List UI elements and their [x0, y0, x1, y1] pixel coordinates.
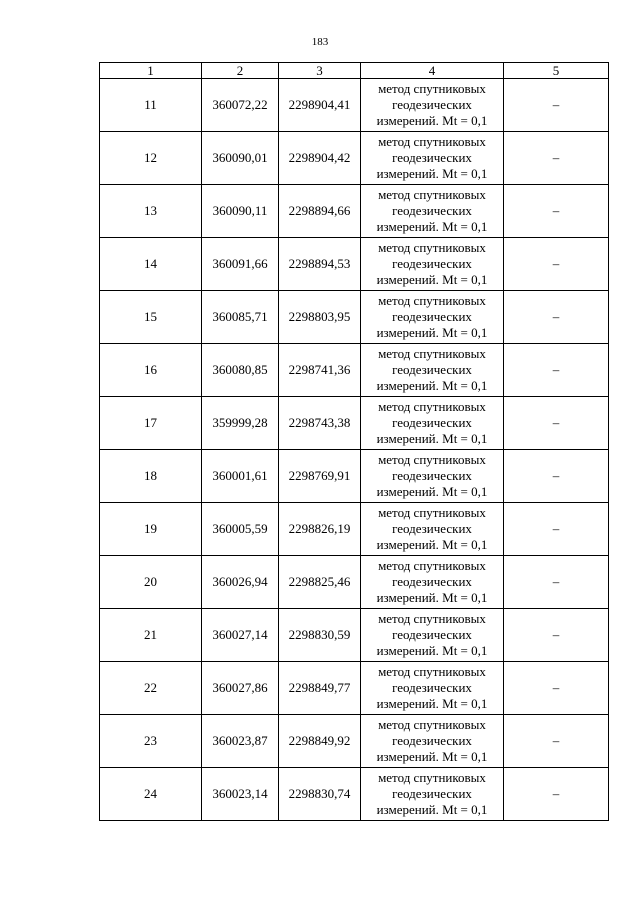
- method-line: геодезических: [392, 203, 472, 218]
- method-line: измерений. Mt = 0,1: [376, 272, 488, 287]
- note-cell: –: [504, 397, 609, 450]
- method-line: геодезических: [392, 97, 472, 112]
- method-line: геодезических: [392, 256, 472, 271]
- column-header: 2: [202, 63, 279, 79]
- y-coordinate-cell: 2298803,95: [279, 291, 361, 344]
- point-number-cell: 24: [100, 768, 202, 821]
- method-line: геодезических: [392, 786, 472, 801]
- method-cell: [361, 79, 504, 132]
- point-number-cell: 18: [100, 450, 202, 503]
- y-coordinate-cell: 2298826,19: [279, 503, 361, 556]
- y-coordinate-cell: 2298894,66: [279, 185, 361, 238]
- x-coordinate-cell: 360085,71: [202, 291, 279, 344]
- method-line: метод спутниковых: [378, 134, 486, 149]
- y-coordinate-cell: 2298830,74: [279, 768, 361, 821]
- note-cell: –: [504, 715, 609, 768]
- table-row: [100, 397, 609, 450]
- table-row: [100, 609, 609, 662]
- method-line: измерений. Mt = 0,1: [376, 643, 488, 658]
- method-line: измерений. Mt = 0,1: [376, 166, 488, 181]
- method-line: измерений. Mt = 0,1: [376, 431, 488, 446]
- note-cell: –: [504, 556, 609, 609]
- note-cell: –: [504, 185, 609, 238]
- table-row: [100, 556, 609, 609]
- y-coordinate-cell: 2298894,53: [279, 238, 361, 291]
- table-row: [100, 132, 609, 185]
- column-header: 4: [361, 63, 504, 79]
- table-row: [100, 79, 609, 132]
- y-coordinate-cell: 2298825,46: [279, 556, 361, 609]
- method-line: метод спутниковых: [378, 346, 486, 361]
- point-number-cell: 23: [100, 715, 202, 768]
- page-number: 183: [311, 36, 329, 48]
- point-number-cell: 21: [100, 609, 202, 662]
- y-coordinate-cell: 2298830,59: [279, 609, 361, 662]
- method-line: метод спутниковых: [378, 293, 486, 308]
- point-number-cell: 16: [100, 344, 202, 397]
- method-line: измерений. Mt = 0,1: [376, 378, 488, 393]
- table-header-row: [100, 63, 609, 79]
- x-coordinate-cell: 360090,11: [202, 185, 279, 238]
- method-line: геодезических: [392, 521, 472, 536]
- method-cell: [361, 556, 504, 609]
- method-cell: [361, 291, 504, 344]
- method-line: геодезических: [392, 415, 472, 430]
- method-line: измерений. Mt = 0,1: [376, 749, 488, 764]
- method-line: метод спутниковых: [378, 611, 486, 626]
- point-number-cell: 12: [100, 132, 202, 185]
- method-line: метод спутниковых: [378, 187, 486, 202]
- x-coordinate-cell: 360001,61: [202, 450, 279, 503]
- method-line: метод спутниковых: [378, 664, 486, 679]
- method-line: метод спутниковых: [378, 505, 486, 520]
- method-line: измерений. Mt = 0,1: [376, 590, 488, 605]
- method-line: геодезических: [392, 150, 472, 165]
- x-coordinate-cell: 360072,22: [202, 79, 279, 132]
- method-cell: [361, 715, 504, 768]
- table-row: [100, 768, 609, 821]
- method-line: метод спутниковых: [378, 717, 486, 732]
- method-cell: [361, 768, 504, 821]
- note-cell: –: [504, 238, 609, 291]
- note-cell: –: [504, 291, 609, 344]
- method-cell: [361, 662, 504, 715]
- method-line: метод спутниковых: [378, 452, 486, 467]
- method-line: метод спутниковых: [378, 81, 486, 96]
- table-row: [100, 450, 609, 503]
- method-line: геодезических: [392, 362, 472, 377]
- point-number-cell: 22: [100, 662, 202, 715]
- method-cell: [361, 609, 504, 662]
- method-line: метод спутниковых: [378, 558, 486, 573]
- method-line: измерений. Mt = 0,1: [376, 219, 488, 234]
- method-cell: [361, 397, 504, 450]
- table-row: [100, 503, 609, 556]
- table-body: [100, 79, 609, 821]
- note-cell: –: [504, 344, 609, 397]
- point-number-cell: 13: [100, 185, 202, 238]
- x-coordinate-cell: 360090,01: [202, 132, 279, 185]
- x-coordinate-cell: 360023,14: [202, 768, 279, 821]
- method-line: метод спутниковых: [378, 770, 486, 785]
- method-line: геодезических: [392, 468, 472, 483]
- method-line: геодезических: [392, 627, 472, 642]
- table-row: [100, 291, 609, 344]
- point-number-cell: 14: [100, 238, 202, 291]
- method-cell: [361, 132, 504, 185]
- table-row: [100, 662, 609, 715]
- method-line: геодезических: [392, 733, 472, 748]
- y-coordinate-cell: 2298849,77: [279, 662, 361, 715]
- point-number-cell: 15: [100, 291, 202, 344]
- x-coordinate-cell: 360091,66: [202, 238, 279, 291]
- method-line: метод спутниковых: [378, 240, 486, 255]
- column-header: 3: [279, 63, 361, 79]
- x-coordinate-cell: 360026,94: [202, 556, 279, 609]
- note-cell: –: [504, 132, 609, 185]
- note-cell: –: [504, 450, 609, 503]
- method-line: геодезических: [392, 574, 472, 589]
- point-number-cell: 19: [100, 503, 202, 556]
- x-coordinate-cell: 360023,87: [202, 715, 279, 768]
- x-coordinate-cell: 360005,59: [202, 503, 279, 556]
- note-cell: –: [504, 79, 609, 132]
- note-cell: –: [504, 768, 609, 821]
- note-cell: –: [504, 609, 609, 662]
- point-number-cell: 11: [100, 79, 202, 132]
- x-coordinate-cell: 359999,28: [202, 397, 279, 450]
- point-number-cell: 20: [100, 556, 202, 609]
- y-coordinate-cell: 2298743,38: [279, 397, 361, 450]
- table-row: [100, 238, 609, 291]
- method-line: измерений. Mt = 0,1: [376, 484, 488, 499]
- method-line: геодезических: [392, 680, 472, 695]
- method-line: измерений. Mt = 0,1: [376, 802, 488, 817]
- column-header: 5: [504, 63, 609, 79]
- method-line: измерений. Mt = 0,1: [376, 696, 488, 711]
- table-row: [100, 715, 609, 768]
- y-coordinate-cell: 2298904,42: [279, 132, 361, 185]
- method-cell: [361, 503, 504, 556]
- table-row: [100, 344, 609, 397]
- coordinates-table: [99, 62, 609, 821]
- y-coordinate-cell: 2298741,36: [279, 344, 361, 397]
- y-coordinate-cell: 2298849,92: [279, 715, 361, 768]
- method-line: измерений. Mt = 0,1: [376, 325, 488, 340]
- y-coordinate-cell: 2298904,41: [279, 79, 361, 132]
- method-line: геодезических: [392, 309, 472, 324]
- y-coordinate-cell: 2298769,91: [279, 450, 361, 503]
- note-cell: –: [504, 503, 609, 556]
- point-number-cell: 17: [100, 397, 202, 450]
- column-header: 1: [100, 63, 202, 79]
- x-coordinate-cell: 360027,14: [202, 609, 279, 662]
- note-cell: –: [504, 662, 609, 715]
- x-coordinate-cell: 360027,86: [202, 662, 279, 715]
- table-row: [100, 185, 609, 238]
- method-cell: [361, 450, 504, 503]
- method-line: измерений. Mt = 0,1: [376, 537, 488, 552]
- x-coordinate-cell: 360080,85: [202, 344, 279, 397]
- method-cell: [361, 185, 504, 238]
- method-cell: [361, 344, 504, 397]
- method-line: измерений. Mt = 0,1: [376, 113, 488, 128]
- method-cell: [361, 238, 504, 291]
- method-line: метод спутниковых: [378, 399, 486, 414]
